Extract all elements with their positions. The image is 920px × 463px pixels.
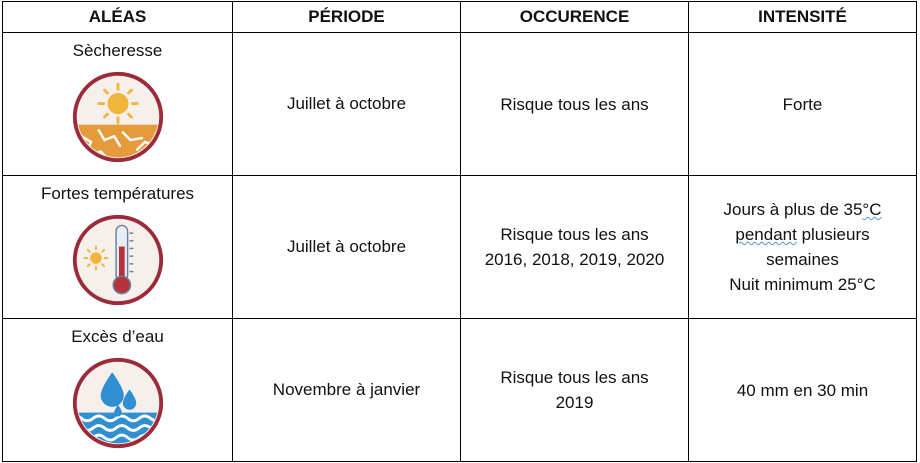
- intensite-cell: [689, 176, 917, 319]
- header-occurence: OCCURENCE: [461, 2, 689, 33]
- alea-cell: [3, 33, 233, 176]
- intensite-line-4: Nuit minimum 25°C: [729, 275, 876, 294]
- occurence-cell: [461, 176, 689, 319]
- periode-text: Juillet à octobre: [286, 94, 407, 113]
- occurence-years: 2016, 2018, 2019, 2020: [484, 250, 665, 269]
- periode-cell: [233, 33, 461, 176]
- alea-name: Sècheresse: [72, 41, 163, 60]
- alea-cell: [3, 176, 233, 319]
- header-periode: PÉRIODE: [233, 2, 461, 33]
- intensite-text: Forte: [782, 94, 823, 114]
- water-drops-waves-icon: [70, 355, 166, 451]
- table-row: [3, 33, 917, 176]
- intensite-text: 40 mm en 30 min: [736, 380, 869, 400]
- header-aleas: ALÉAS: [3, 2, 233, 33]
- intensite-text-part: pendant: [735, 225, 797, 244]
- table-row: [3, 176, 917, 319]
- drought-icon: [70, 69, 166, 165]
- hazard-table: [2, 1, 917, 462]
- occurence-text: Risque tous les ans: [500, 94, 649, 114]
- occurence-text: Risque tous les ans: [500, 225, 649, 244]
- alea-name: Fortes températures: [40, 184, 195, 203]
- occurence-text: Risque tous les ans: [500, 368, 649, 387]
- intensite-line-2: [689, 222, 916, 247]
- intensite-cell: [689, 319, 917, 462]
- occurence-cell: [461, 319, 689, 462]
- periode-text: Novembre à janvier: [272, 380, 421, 399]
- intensite-text-part: Jours à plus de 35: [723, 200, 863, 219]
- alea-name: Excès d’eau: [71, 327, 164, 346]
- periode-cell: [233, 319, 461, 462]
- intensite-cell: [689, 33, 917, 176]
- occurence-cell: [461, 33, 689, 176]
- intensite-text-part: °C: [862, 200, 882, 219]
- intensite-line-3: semaines: [766, 250, 839, 269]
- header-row: [3, 2, 917, 33]
- table-row: [3, 319, 917, 462]
- thermometer-sun-icon: [70, 212, 166, 308]
- periode-text: Juillet à octobre: [286, 237, 407, 256]
- header-intensite: INTENSITÉ: [689, 2, 917, 33]
- intensite-line-1: [689, 197, 916, 222]
- intensite-text-part: plusieurs: [796, 225, 870, 244]
- periode-cell: [233, 176, 461, 319]
- alea-cell: [3, 319, 233, 462]
- occurence-years: 2019: [555, 393, 594, 412]
